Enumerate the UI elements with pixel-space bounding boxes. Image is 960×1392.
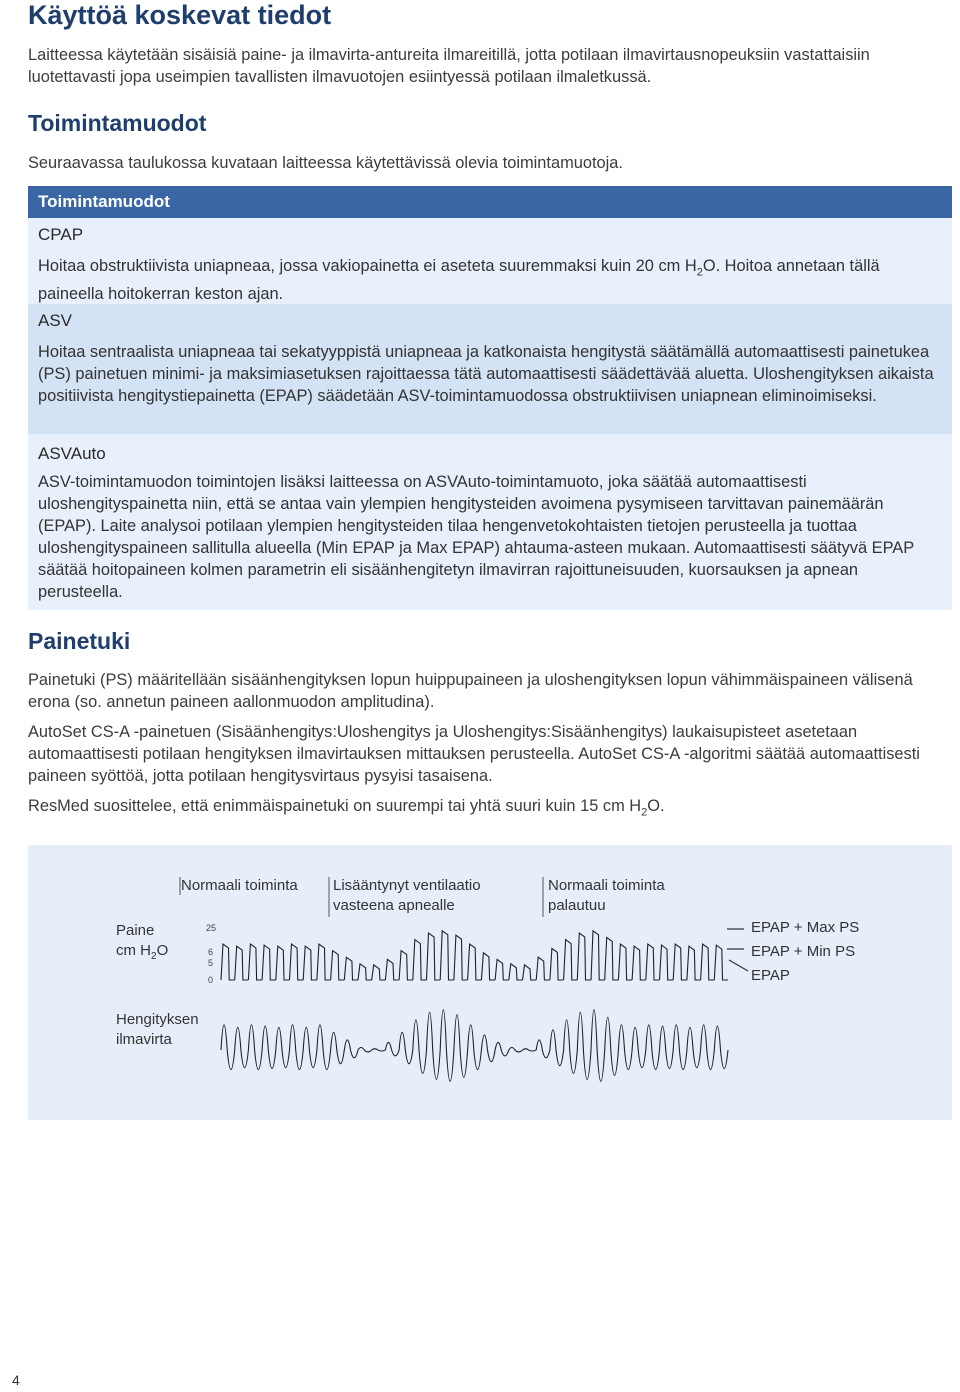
chart-area (28, 845, 952, 1120)
pressure-breath (550, 948, 564, 980)
flow-breath (317, 1025, 331, 1070)
ps-paragraph-3: ResMed suosittelee, että enimmäispainetuki on suurempi tai yhtä suuri kuin 15 cm $H_2O$. (28, 797, 665, 819)
table-header: Toimintamuodot (28, 186, 952, 218)
phase-label-1: Normaali toiminta (181, 877, 298, 894)
pressure-breath (523, 965, 537, 980)
legend-max-ps: EPAP + Max PS (751, 919, 860, 936)
asvauto-text: ASV-toimintamuodon toimintojen lisäksi laitteessa on ASVAuto-toimintamuoto, joka säätää automaattisesti uloshengityspainetta niin, että se antaa vain ylempien hengitysteiden avoimena pysymiseen tarvittavan painemäärän (EPAP). Laite analysoi potilaan ylempien hengitysteiden tilaa hengenvetokohtaisten tietojen perusteella ja tuottaa uloshengityspaineen sallitulla alueella (Min EPAP ja Max EPAP) ahtauma-asteen mukaan. Automaattisesti säätyvä EPAP säätää hoitopaineen kolmen parametrin eli sisäänhengitetyn ilmavirran rajoittuneisuuden, kuorsauksen ja apnean perusteella. (38, 473, 914, 601)
y-tick-5: 5 (208, 958, 214, 968)
flow-breath (344, 1040, 358, 1058)
pressure-breath (262, 945, 276, 980)
pressure-breath (427, 933, 441, 980)
pressure-breath (385, 959, 399, 980)
pressure-breath (248, 944, 262, 980)
flow-breath (495, 1042, 509, 1055)
y-tick-0: 0 (208, 975, 214, 985)
flow-breath (701, 1025, 715, 1070)
legend-epap: EPAP (751, 967, 790, 984)
pressure-breath (605, 937, 619, 980)
flow-breath (331, 1032, 345, 1063)
intro-paragraph: Laitteessa käytetään sisäisiä paine- ja ilmavirta-antureita ilmareitillä, jotta potilaan ilmavirtausnopeuksiin vastattaisiin luotettavasti jopa useimpien tavallisten ilmavuotojen esiintyessä potilaan ilmaletkussä. (28, 46, 870, 86)
page-number: 4 (12, 1372, 20, 1388)
asv-text: Hoitaa sentraalista uniapneaa tai sekatyyppistä uniapneaa ja katkonaista hengitystä säätämällä automaattisesti painetukea (PS) painetuen minimi- ja maksimiasetuksen rajoittaessa tätä automaattisesti säädettävää aluetta. Uloshengityksen aikaista positiivista hengitystiepainetta (EPAP) säädetään ASV-toimintamuodossa obstruktiivisen uniapnean eliminoimiseksi. (38, 343, 934, 405)
pressure-label: Paine cm $H_2O$ (116, 922, 169, 962)
pressure-breath (564, 940, 578, 980)
pressure-breath (632, 946, 646, 980)
phase-label-2: Lisääntynyt ventilaatio vasteena apnealle (333, 877, 481, 914)
pressure-breath (481, 953, 495, 980)
pressure-breath (440, 931, 454, 980)
pressure-breath (317, 944, 331, 980)
cpap-title: CPAP (38, 225, 84, 244)
pressure-breath (714, 945, 728, 980)
pressure-breath (618, 944, 632, 980)
flow-breath (687, 1027, 701, 1067)
modes-heading: Toimintamuodot (28, 110, 207, 136)
pressure-breath (660, 945, 674, 980)
pressure-breath (372, 965, 386, 980)
pressure-breath (276, 946, 290, 980)
flow-breath (523, 1049, 537, 1051)
flow-breath (481, 1035, 495, 1062)
page-heading: Käyttöä koskevat tiedot (28, 0, 332, 30)
flow-breath (221, 1025, 235, 1070)
flow-breath (290, 1025, 304, 1070)
modes-intro: Seuraavassa taulukossa kuvataan laitteessa käytettävissä olevia toimintamuotoja. (28, 154, 623, 172)
chart-svg (28, 845, 952, 1120)
pressure-breath (673, 944, 687, 980)
pressure-breath (701, 944, 715, 980)
pressure-breath (509, 964, 523, 980)
asv-row (28, 304, 952, 434)
phase-label-3: Normaali toiminta palautuu (548, 877, 665, 914)
flow-breath (454, 1015, 468, 1078)
pressure-breath (536, 957, 550, 980)
flow-breath (577, 1012, 591, 1079)
pressure-breath (290, 944, 304, 980)
modes-table (28, 186, 952, 610)
flow-breath (564, 1020, 578, 1074)
flow-breath (618, 1025, 632, 1070)
pressure-breath (687, 946, 701, 980)
pressure-breath (303, 946, 317, 980)
pressure-breath (413, 940, 427, 980)
asvauto-row (28, 434, 952, 610)
flow-breath (358, 1048, 372, 1052)
flow-breath (468, 1025, 482, 1070)
flow-breath (303, 1027, 317, 1067)
flow-breath (413, 1020, 427, 1074)
flow-breath (591, 1010, 605, 1082)
flow-breath (509, 1048, 523, 1052)
pressure-breath (454, 935, 468, 980)
flow-breath (646, 1025, 660, 1070)
flow-waveform (221, 1010, 728, 1082)
flow-breath (673, 1025, 687, 1070)
pressure-waveform (221, 931, 728, 980)
flow-breath (276, 1027, 290, 1067)
flow-breath (372, 1049, 386, 1051)
flow-label: Hengityksen ilmavirta (116, 1011, 199, 1048)
flow-breath (399, 1032, 413, 1063)
pressure-breath (495, 959, 509, 980)
legend-min-ps: EPAP + Min PS (751, 943, 856, 960)
pressure-breath (344, 957, 358, 980)
flow-breath (714, 1026, 728, 1069)
legend-line-epap (729, 960, 748, 971)
flow-breath (660, 1026, 674, 1069)
flow-breath (427, 1012, 441, 1079)
pressure-breath (577, 933, 591, 980)
flow-breath (440, 1010, 454, 1082)
pressure-breath (468, 944, 482, 980)
pressure-breath (646, 944, 660, 980)
flow-breath (632, 1027, 646, 1067)
flow-breath (385, 1042, 399, 1055)
flow-breath (235, 1027, 249, 1067)
cpap-text: Hoitaa obstruktiivista uniapneaa, jossa vakiopainetta ei aseteta suuremmaksi kuin 20 cm $H_2O$. Hoitoa annetaan tällä paineella hoitokerran keston ajan. (38, 257, 880, 304)
y-tick-6: 6 (208, 947, 214, 957)
ps-paragraph-1: Painetuki (PS) määritellään sisäänhengityksen lopun huippupaineen ja uloshengityksen lopun vähimmäispaineen välisenä erona (so. annetun paineen aallonmuodon amplitudina). (28, 671, 913, 711)
flow-breath (605, 1017, 619, 1075)
asvauto-title: ASVAuto (38, 444, 106, 463)
ps-paragraph-2: AutoSet CS-A -painetuen (Sisäänhengitys:Uloshengitys ja Uloshengitys:Sisäänhengitys) laukaisupisteet asetetaan automaattisesti potilaan hengityksen ilmavirtauksen mittauksen perusteella. AutoSet CS-A -algoritmi säätää automaattisesti paineen syöttöä, jotta potilaan hengitysvirtaus pysyisi tasaisena. (28, 723, 920, 785)
pressure-breath (399, 951, 413, 980)
flow-breath (248, 1025, 262, 1070)
pressure-breath (221, 944, 235, 980)
pressure-breath (331, 951, 345, 980)
cpap-row (28, 218, 952, 304)
ps-heading: Painetuki (28, 628, 131, 654)
y-tick-25: 25 (206, 923, 217, 933)
flow-breath (550, 1030, 564, 1066)
pressure-breath (358, 964, 372, 980)
flow-breath (536, 1040, 550, 1058)
flow-breath (262, 1026, 276, 1069)
pressure-breath (235, 946, 249, 980)
pressure-breath (591, 931, 605, 980)
asv-title: ASV (38, 311, 73, 330)
